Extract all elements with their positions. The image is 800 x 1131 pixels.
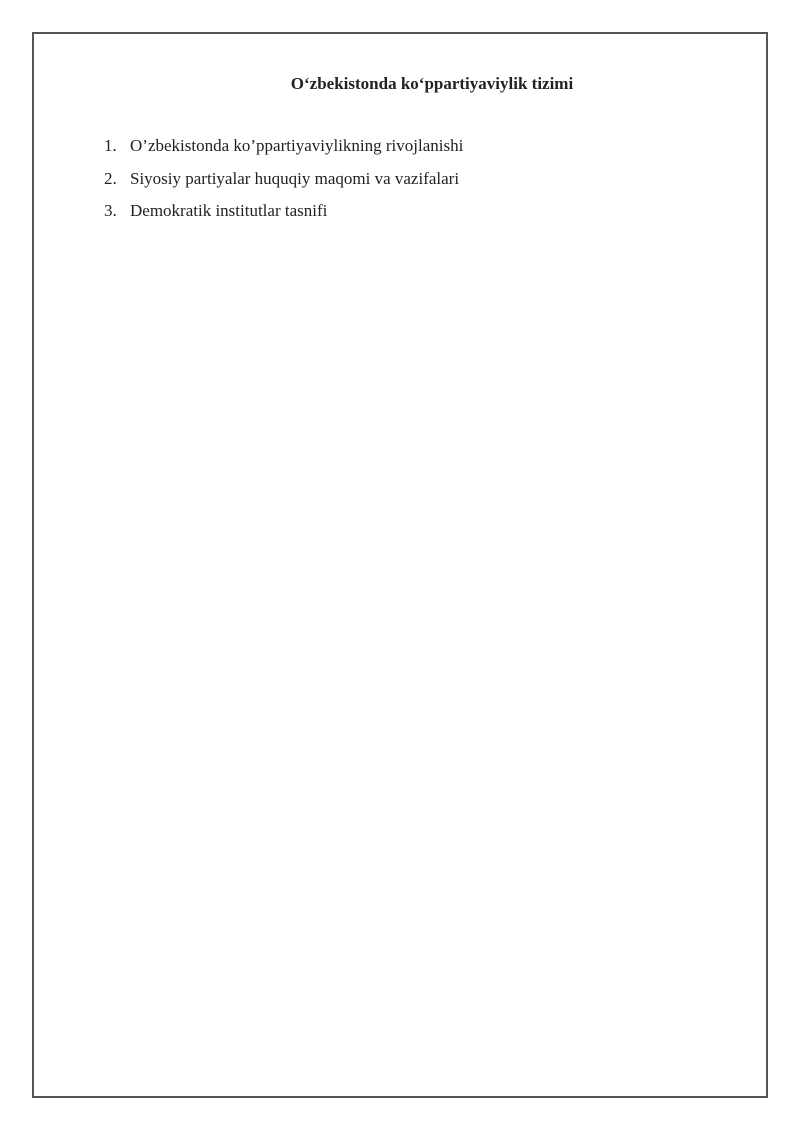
document-title: O‘zbekistonda ko‘ppartiyaviylik tizimi: [290, 74, 574, 93]
page-frame: [32, 32, 768, 1098]
list-item-number: 2.: [104, 168, 117, 188]
list-item: [104, 135, 463, 168]
list-item-text: Siyosiy partiyalar huquqiy maqomi va vazifalari: [130, 168, 460, 188]
list-item-text: Demokratik institutlar tasnifi: [130, 201, 328, 220]
list-item-text: O’zbekistonda ko’ppartiyaviylikning rivojlanishi: [130, 136, 464, 155]
list-item-number: 3.: [104, 201, 117, 220]
list-item: [104, 200, 463, 233]
topic-list: [104, 135, 463, 233]
list-item-number: 1.: [104, 136, 117, 155]
list-item: [104, 168, 463, 201]
